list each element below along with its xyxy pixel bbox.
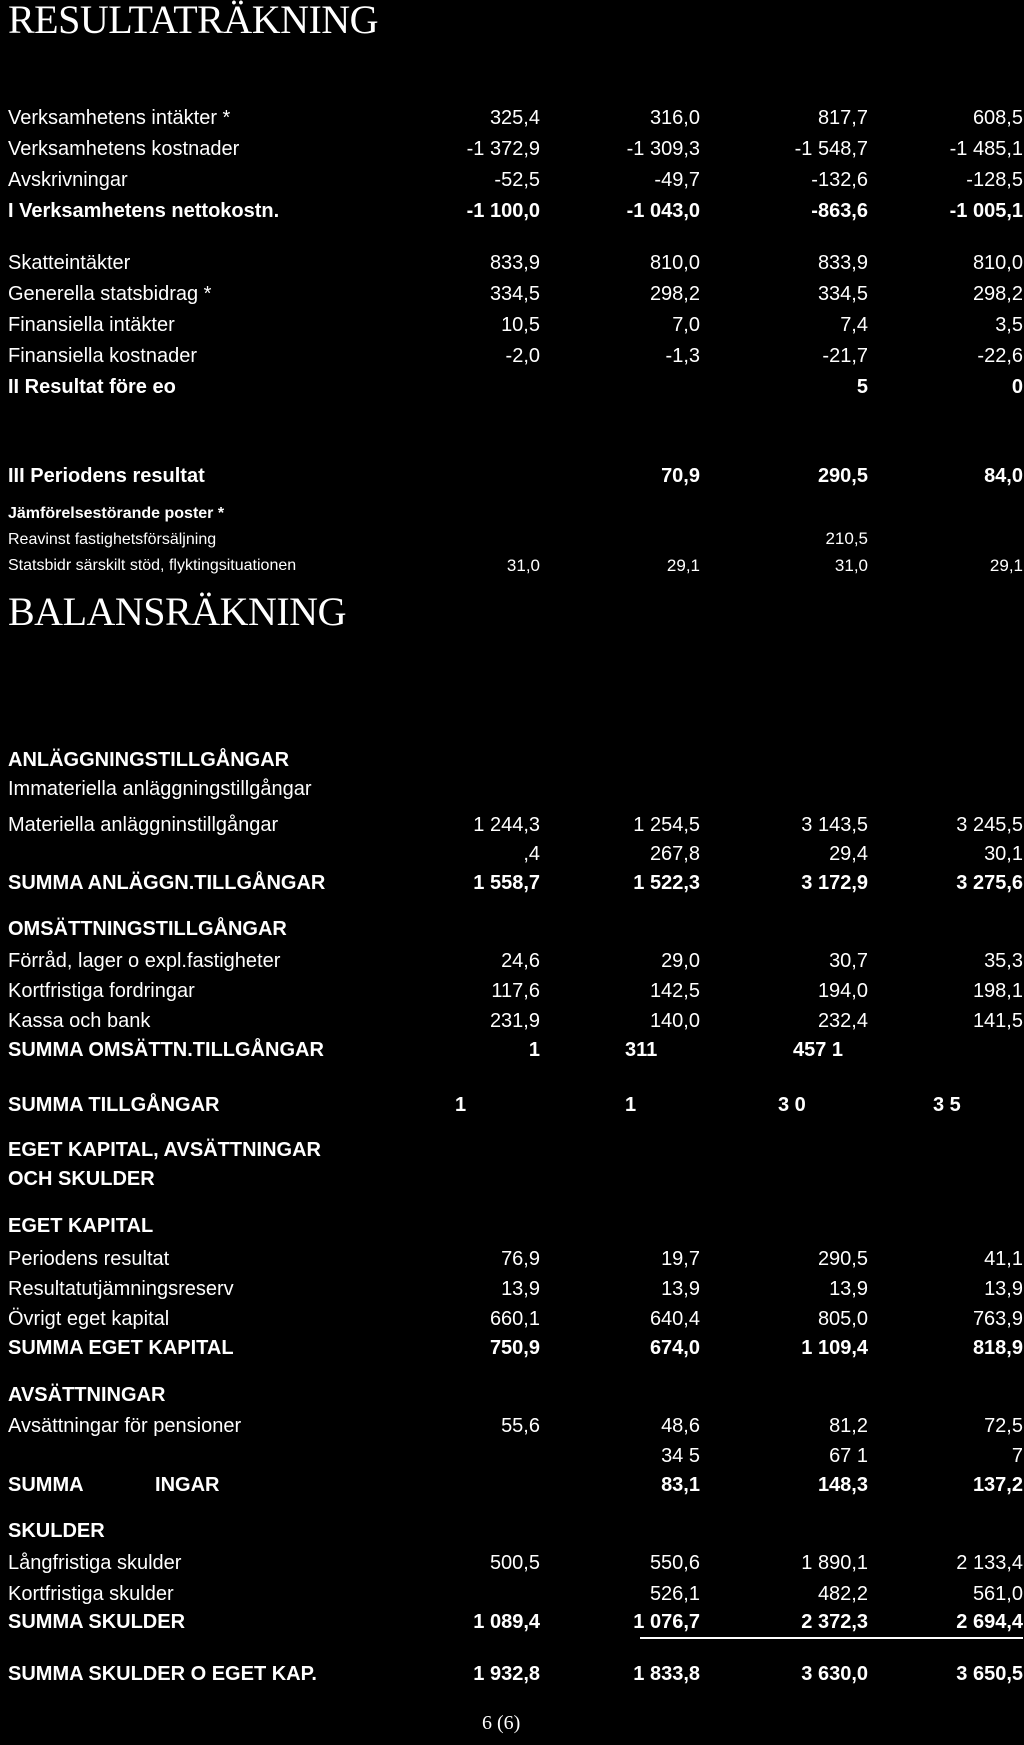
value-cell: -1 548,7 xyxy=(794,138,868,160)
value-cell: 13,9 xyxy=(501,1278,540,1300)
row-label: Verksamhetens kostnader xyxy=(8,138,240,160)
value-cell: 30,7 xyxy=(829,950,868,972)
value-cell: 0 xyxy=(1011,376,1023,398)
value-cell: 311 xyxy=(625,1039,658,1061)
value-cell: -1 485,1 xyxy=(949,138,1023,160)
value-cell: 1 522,3 xyxy=(633,872,700,894)
value-cell: 818,9 xyxy=(972,1337,1023,1359)
row-label: Avsättningar för pensioner xyxy=(8,1415,242,1437)
row-label: Skatteintäkter xyxy=(8,252,131,274)
value-cell: 72,5 xyxy=(984,1415,1023,1437)
value-cell: 325,4 xyxy=(489,107,540,129)
value-cell: 316,0 xyxy=(649,107,700,129)
row-label: Resultatutjämningsreserv xyxy=(8,1278,234,1300)
value-cell: 805,0 xyxy=(817,1308,868,1330)
row-label: Avskrivningar xyxy=(8,169,128,191)
row-label: Förråd, lager o expl.fastigheter xyxy=(8,950,281,972)
row-label: Kortfristiga skulder xyxy=(8,1583,174,1605)
value-cell: 290,5 xyxy=(817,1248,868,1270)
value-cell: 67 1 xyxy=(829,1445,868,1467)
value-cell: 29,1 xyxy=(989,556,1023,575)
value-cell: 194,0 xyxy=(817,980,868,1002)
row-label: Generella statsbidrag * xyxy=(8,283,212,305)
value-cell: 833,9 xyxy=(489,252,540,274)
comparison-heading: Jämförelsestörande poster * xyxy=(8,505,225,522)
row-label: Statsbidr särskilt stöd, flyktingsituationen xyxy=(8,557,297,574)
value-cell: 137,2 xyxy=(972,1474,1023,1496)
value-cell: 1 833,8 xyxy=(633,1663,700,1685)
value-cell: 334,5 xyxy=(489,283,540,305)
row-label: Övrigt eget kapital xyxy=(8,1308,170,1330)
value-cell: 7 xyxy=(1011,1445,1023,1467)
value-cell: 81,2 xyxy=(829,1415,868,1437)
row-label: Kassa och bank xyxy=(8,1010,151,1032)
value-cell: 817,7 xyxy=(817,107,868,129)
row-label: Kortfristiga fordringar xyxy=(8,980,195,1002)
value-cell: 30,1 xyxy=(984,843,1023,865)
value-cell: 3 0 xyxy=(778,1094,806,1116)
value-cell: 29,4 xyxy=(829,843,868,865)
value-cell: -863,6 xyxy=(811,200,868,222)
page-number: 6 (6) xyxy=(482,1712,521,1734)
value-cell: 31,0 xyxy=(506,556,540,575)
value-cell: 7,4 xyxy=(840,314,868,336)
value-cell: 3 650,5 xyxy=(956,1663,1023,1685)
value-cell: 1 558,7 xyxy=(473,872,540,894)
row-label: SUMMA EGET KAPITAL xyxy=(8,1337,234,1359)
value-cell: 5 xyxy=(856,376,868,398)
value-cell: 1 254,5 xyxy=(633,814,700,836)
value-cell: 810,0 xyxy=(649,252,700,274)
value-cell: 1 076,7 xyxy=(633,1611,700,1633)
value-cell: -128,5 xyxy=(966,169,1023,191)
result-title: RESULTATRÄKNING xyxy=(8,0,379,42)
value-cell: 3,5 xyxy=(995,314,1023,336)
value-cell: 142,5 xyxy=(649,980,700,1002)
value-cell: 198,1 xyxy=(972,980,1023,1002)
value-cell: -1 043,0 xyxy=(626,200,700,222)
row-label: SUMMA TILLGÅNGAR xyxy=(8,1094,220,1116)
value-cell: 1 890,1 xyxy=(801,1552,868,1574)
value-cell: -1 309,3 xyxy=(626,138,700,160)
value-cell: 13,9 xyxy=(661,1278,700,1300)
value-cell: 7,0 xyxy=(672,314,700,336)
value-cell: 660,1 xyxy=(489,1308,540,1330)
value-cell: -1 100,0 xyxy=(466,200,540,222)
row-label: ANLÄGGNINGSTILLGÅNGAR xyxy=(8,749,290,771)
row-label: SUMMA SKULDER O EGET KAP. xyxy=(8,1663,317,1685)
value-cell: 833,9 xyxy=(817,252,868,274)
value-cell: 2 694,4 xyxy=(956,1611,1023,1633)
value-cell: 550,6 xyxy=(649,1552,700,1574)
value-cell: 3 5 xyxy=(933,1094,961,1116)
value-cell: 298,2 xyxy=(972,283,1023,305)
row-label: Reavinst fastighetsförsäljning xyxy=(8,531,217,548)
value-cell: -1,3 xyxy=(665,345,700,367)
value-cell: 141,5 xyxy=(972,1010,1023,1032)
value-cell: 1 xyxy=(455,1094,467,1116)
row-label: EGET KAPITAL xyxy=(8,1215,154,1237)
value-cell: 1 244,3 xyxy=(473,814,540,836)
row-label: SUMMA INGAR xyxy=(8,1474,220,1496)
value-cell: 34 5 xyxy=(661,1445,700,1467)
value-cell: -22,6 xyxy=(977,345,1023,367)
value-cell: -49,7 xyxy=(654,169,700,191)
value-cell: 500,5 xyxy=(489,1552,540,1574)
value-cell: 2 133,4 xyxy=(956,1552,1023,1574)
row-label: Finansiella kostnader xyxy=(8,345,197,367)
row-label: EGET KAPITAL, AVSÄTTNINGAR xyxy=(8,1139,321,1161)
row-label: OMSÄTTNINGSTILLGÅNGAR xyxy=(8,918,287,940)
value-cell: -132,6 xyxy=(811,169,868,191)
value-cell: -52,5 xyxy=(494,169,540,191)
row-label: II Resultat före eo xyxy=(8,376,176,398)
value-cell: 1 xyxy=(625,1094,637,1116)
value-cell: 29,1 xyxy=(666,556,700,575)
row-label: SUMMA OMSÄTTN.TILLGÅNGAR xyxy=(8,1039,324,1061)
value-cell: 117,6 xyxy=(491,980,540,1002)
value-cell: 29,0 xyxy=(661,950,700,972)
value-cell: 1 089,4 xyxy=(473,1611,540,1633)
value-cell: 810,0 xyxy=(972,252,1023,274)
row-label: Långfristiga skulder xyxy=(8,1552,182,1574)
value-cell: ,4 xyxy=(523,843,540,865)
row-label: III Periodens resultat xyxy=(8,465,205,487)
value-cell: 1 xyxy=(528,1039,540,1061)
value-cell: 750,9 xyxy=(489,1337,540,1359)
value-cell: 674,0 xyxy=(649,1337,700,1359)
value-cell: 48,6 xyxy=(661,1415,700,1437)
value-cell: 3 275,6 xyxy=(956,872,1023,894)
value-cell: 55,6 xyxy=(501,1415,540,1437)
value-cell: 640,4 xyxy=(649,1308,700,1330)
value-cell: 231,9 xyxy=(489,1010,540,1032)
value-cell: 608,5 xyxy=(972,107,1023,129)
row-label: Finansiella intäkter xyxy=(8,314,175,336)
total-underline xyxy=(640,1637,1023,1639)
value-cell: -21,7 xyxy=(822,345,868,367)
row-label: OCH SKULDER xyxy=(8,1168,155,1190)
value-cell: 561,0 xyxy=(972,1583,1023,1605)
value-cell: 298,2 xyxy=(649,283,700,305)
row-label: AVSÄTTNINGAR xyxy=(8,1384,166,1406)
value-cell: 140,0 xyxy=(649,1010,700,1032)
value-cell: 10,5 xyxy=(501,314,540,336)
row-label: SUMMA ANLÄGGN.TILLGÅNGAR xyxy=(8,872,326,894)
value-cell: 334,5 xyxy=(817,283,868,305)
value-cell: 3 172,9 xyxy=(801,872,868,894)
value-cell: -2,0 xyxy=(505,345,540,367)
value-cell: 526,1 xyxy=(649,1583,700,1605)
value-cell: 290,5 xyxy=(817,465,868,487)
value-cell: 35,3 xyxy=(984,950,1023,972)
value-cell: 3 143,5 xyxy=(801,814,868,836)
value-cell: -1 372,9 xyxy=(466,138,540,160)
value-cell: 1 109,4 xyxy=(801,1337,868,1359)
row-label: Materiella anläggninstillgångar xyxy=(8,814,279,836)
value-cell: 3 245,5 xyxy=(956,814,1023,836)
row-label: Periodens resultat xyxy=(8,1248,170,1270)
value-cell: 41,1 xyxy=(984,1248,1023,1270)
value-cell: 210,5 xyxy=(825,529,868,548)
value-cell: 457 1 xyxy=(793,1039,844,1061)
value-cell: 84,0 xyxy=(984,465,1023,487)
row-label: I Verksamhetens nettokostn. xyxy=(8,200,280,222)
value-cell: 70,9 xyxy=(661,465,700,487)
value-cell: 232,4 xyxy=(817,1010,868,1032)
row-label: SKULDER xyxy=(8,1520,105,1542)
value-cell: 267,8 xyxy=(649,843,700,865)
value-cell: 13,9 xyxy=(984,1278,1023,1300)
row-label: Immateriella anläggningstillgångar xyxy=(8,778,312,800)
value-cell: 76,9 xyxy=(501,1248,540,1270)
value-cell: 3 630,0 xyxy=(801,1663,868,1685)
value-cell: 19,7 xyxy=(661,1248,700,1270)
value-cell: 2 372,3 xyxy=(801,1611,868,1633)
value-cell: 1 932,8 xyxy=(473,1663,540,1685)
value-cell: 482,2 xyxy=(817,1583,868,1605)
balance-title: BALANSRÄKNING xyxy=(8,589,346,634)
value-cell: 13,9 xyxy=(829,1278,868,1300)
value-cell: 24,6 xyxy=(501,950,540,972)
value-cell: 148,3 xyxy=(817,1474,868,1496)
row-label: Verksamhetens intäkter * xyxy=(8,107,231,129)
value-cell: -1 005,1 xyxy=(949,200,1023,222)
row-label: SUMMA SKULDER xyxy=(8,1611,186,1633)
value-cell: 83,1 xyxy=(661,1474,700,1496)
value-cell: 763,9 xyxy=(972,1308,1023,1330)
value-cell: 31,0 xyxy=(834,556,868,575)
